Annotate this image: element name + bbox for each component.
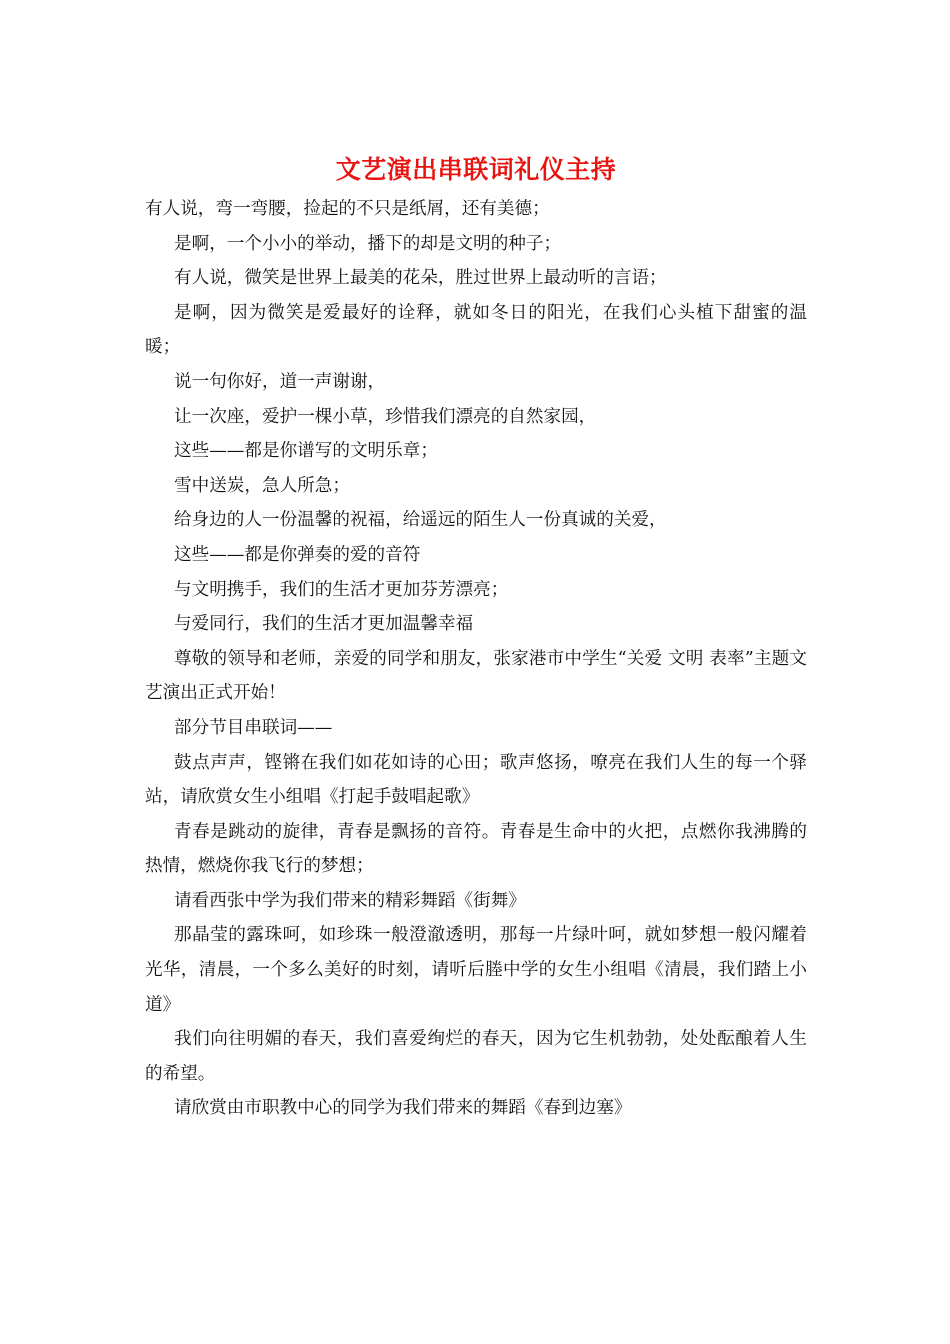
paragraph: 青春是跳动的旋律，青春是飘扬的音符。青春是生命中的火把，点燃你我沸腾的热情，燃烧你我飞行的梦想；	[145, 821, 807, 877]
paragraph: 有人说，微笑是世界上最美的花朵，胜过世界上最动听的言语；	[174, 268, 667, 289]
paragraph: 那晶莹的露珠呵，如珍珠一般澄澈透明，那每一片绿叶呵，就如梦想一般闪耀着光华，清晨，一个多么美好的时刻，请听后塍中学的女生小组唱《清晨，我们踏上小道》	[145, 925, 807, 1015]
paragraph: 我们向往明媚的春天，我们喜爱绚烂的春天，因为它生机勃勃，处处酝酿着人生的希望。	[145, 1029, 807, 1084]
paragraph: 这些——都是你弹奏的爱的音符	[174, 544, 421, 565]
paragraph: 鼓点声声，铿锵在我们如花如诗的心田；歌声悠扬，嘹亮在我们人生的每一个驿站，请欣赏女生小组唱《打起手鼓唱起歌》	[145, 752, 807, 808]
document-page	[145, 150, 807, 1126]
paragraph: 给身边的人一份温馨的祝福，给遥远的陌生人一份真诚的关爱，	[174, 510, 667, 531]
paragraph: 雪中送炭，急人所急；	[174, 475, 350, 496]
paragraph: 说一句你好，道一声谢谢，	[174, 371, 386, 392]
paragraph: 与文明携手，我们的生活才更加芬芳漂亮；	[174, 579, 509, 600]
paragraph: 是啊，一个小小的举动，播下的却是文明的种子；	[174, 233, 562, 254]
paragraph: 与爱同行，我们的生活才更加温馨幸福	[174, 614, 474, 635]
document-body	[145, 192, 807, 1126]
paragraph: 尊敬的领导和老师，亲爱的同学和朋友，张家港市中学生“关爱 文明 表率”主题文艺演出正式开始！	[145, 648, 807, 704]
paragraph: 有人说，弯一弯腰，捡起的不只是纸屑，还有美德；	[145, 199, 550, 219]
paragraph: 是啊，因为微笑是爱最好的诠释，就如冬日的阳光，在我们心头植下甜蜜的温暖；	[145, 302, 807, 358]
paragraph: 部分节目串联词——	[174, 717, 333, 738]
paragraph: 请欣赏由市职教中心的同学为我们带来的舞蹈《春到边塞》	[174, 1098, 632, 1119]
paragraph: 请看西张中学为我们带来的精彩舞蹈《街舞》	[174, 890, 526, 911]
document-title: 文艺演出串联词礼仪主持	[335, 155, 617, 184]
paragraph: 让一次座，爱护一棵小草，珍惜我们漂亮的自然家园，	[174, 406, 597, 427]
paragraph: 这些——都是你谱写的文明乐章；	[174, 441, 438, 462]
